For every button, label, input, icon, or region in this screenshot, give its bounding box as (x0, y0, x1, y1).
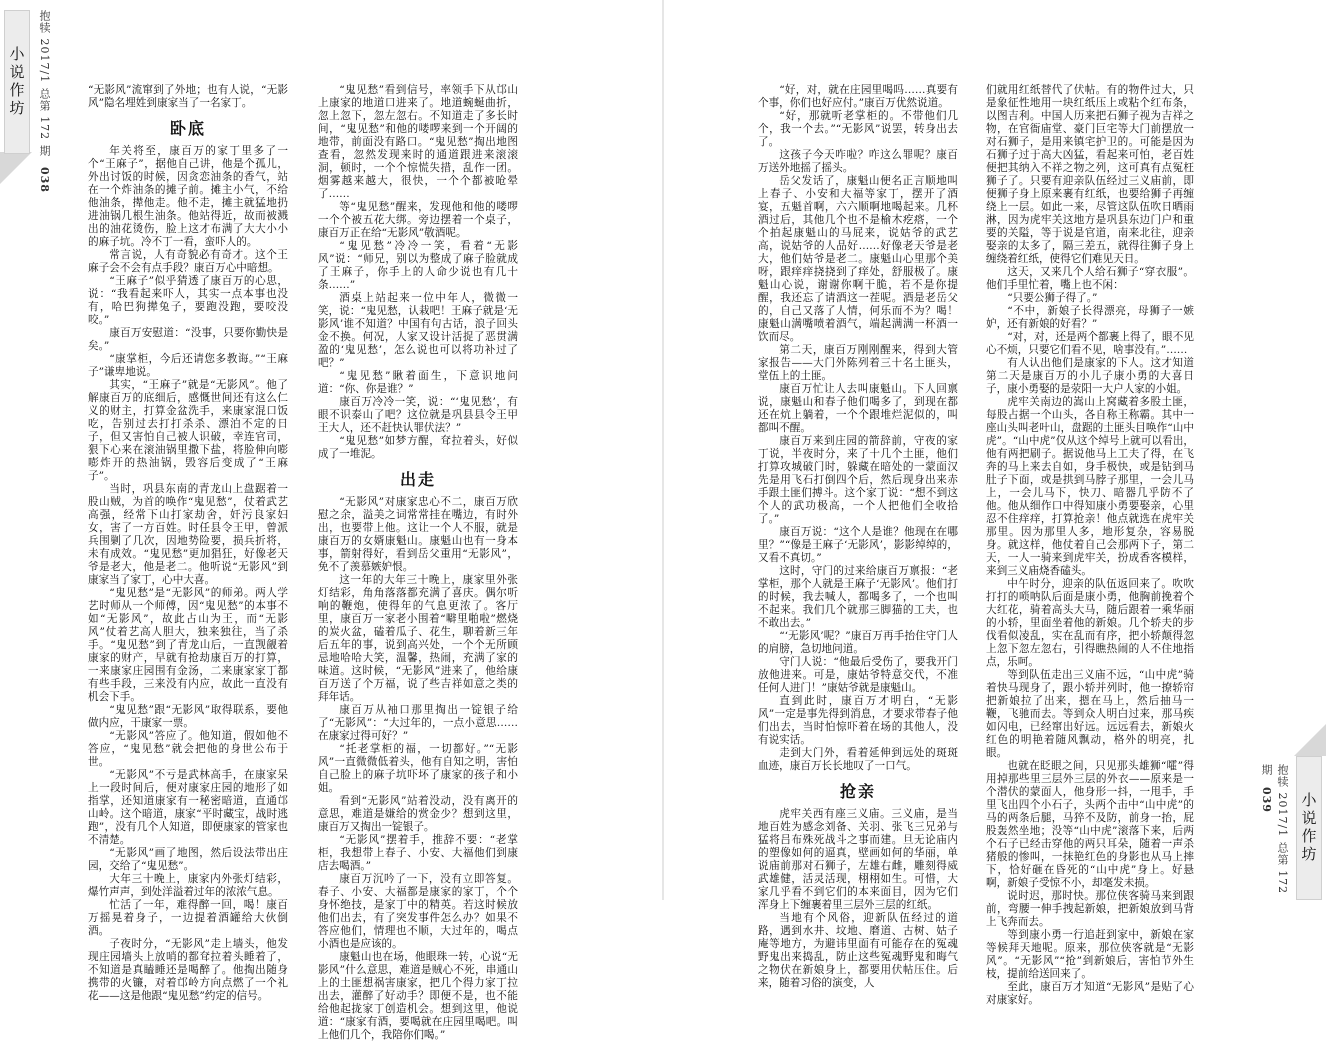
paragraph: 这一年的大年三十晚上，康家里外张灯结彩，角角落落都充满了喜庆。偶尔听响的鞭炮，使得年的气息更浓了。客厅里，康百万一家老小围着“噼里啪啦”燃烧的炭火盆，磕着瓜子、花生，聊着新三年后五年的事，说到高兴处，一个个无所顾忌地哈哈大笑，温馨，热闹，充满了家的味道。这时候，“无影风”进来了，他给康百万送了个万福，说了些吉祥如意之类的拜年话。 (318, 574, 518, 703)
paragraph: 中午时分，迎亲的队伍返回来了。吹吹打打的唢呐队后面是康小勇，他胸前挽着个大红花，骑着高头大马，随后跟着一乘华丽的小轿，里面坐着他的新娘。几个轿夫的步伐看似凌乱，实在乱而有序，把小轿颠得忽上忽下忽左忽右，引得瞧热闹的人不住地指点，乐呵。 (986, 578, 1194, 668)
paragraph: 直到此时，康百万才明白，“无影风”一定是事先得到消息，才要求带春子他们出去，当时怕惊吓着在场的其他人，没有说实话。 (758, 695, 958, 746)
text-column-4 (986, 84, 1194, 1006)
text-column-2 (318, 84, 518, 1041)
paragraph: 康魁山也在场，他眼珠一转，心说“无影风”什么意思，难道是贼心不死，串通山上的土匪想祸害康家，把几个得力家丁拉出去，灌醉了好动手？即便不是，也不能给他起拢家丁创造机会。想到这里，他说道：“康家有酒，要喝就在庄园里喝吧。叫上他们几个，我陪你们喝。” (318, 951, 518, 1041)
paragraph: “好，那就听老掌柜的。不带他们几个，我一个去。”“无影风”说罢，转身出去了。 (758, 110, 958, 148)
paragraph: 这天，又来几个人给石狮子“穿衣服”。他们手里忙着，嘴上也不闲： (986, 266, 1194, 291)
section-heading-wodi: 卧底 (169, 119, 206, 138)
paragraph: “无影风”对康家忠心不二，康百万欣慰之余，溢美之词常常挂在嘴边，有时外出，也要带上他。这让一个人不服，就是康百万的女婿康魁山。康魁山也有一身本事，箭射得好，看到岳父重用“无影风”，免不了羡慕嫉妒恨。 (318, 496, 518, 573)
paragraph: 走到大门外，看着延伸到远处的斑斑血迹，康百万长长地叹了一口气。 (758, 747, 958, 772)
paragraph: 岳父发话了，康魁山便名正言顺地叫上春子、小安和大福等家丁，摆开了酒宴，五魁首啊，六六顺啊地喝起来。几杯酒过后，其他几个也不是榆木疙瘩，一个个拍起康魁山的马屁来，说姑爷的武艺高，说姑爷的人品好……好像老天爷是老大，他们姑爷是老二。康魁山心里那个美呀，跟痒痒挠挠到了痒处，舒服极了。康魁山心说，谢谢你啊干脆，若不是你提醒，我还忘了请酒这一茬呢。酒是老岳父的，自己又落了人情，何乐而不为？喝！康魁山满嘴喷着酒气，端起满满一杯酒一饮而尽。 (758, 175, 958, 343)
paragraph: 康百万安慰道：“没事，只要你勤快是矣。” (88, 327, 288, 352)
paragraph: 有人认出他们是康家的下人。这才知道第二天是康百万的小儿子康小勇的大喜日子，康小勇娶的是荥阳一大户人家的小姐。 (986, 357, 1194, 395)
paragraph: 也就在眨眼之间，只见那头雄狮“嚯”得用掉那些里三层外三层的外衣——原来是一个潜伏的蒙面人，他身形一抖，一甩手，手里飞出四个小石子，头两个击中“山中虎”的马的两条后腿，马猝不及防，前身一抬，屁股轰然坐地；没等“山中虎”滚落下来，后两个石子已经击穿他的两只耳朵，随着一声杀猪般的惨叫，一抹艳红色的身影也从马上摔下，恰好砸在昏死的“山中虎”身上。好悬啊，新娘子受惊不小，却毫发未损。 (986, 760, 1194, 889)
right-section-label: 小说作坊 (1299, 792, 1318, 864)
paragraph: “对，对，还是两个都裹上得了，眼不见心不烦，只要它们看不见，啥事没有。”…… (986, 331, 1194, 356)
paragraph: 其实，“王麻子”就是“无影风”。他了解康百万的底细后，感慨世间还有这么仁义的财主，打算金盆洗手，来康家混口饭吃，告别过去打打杀杀、漂泊不定的日子，但又害怕自己被人识破，幸连官司，狠下心来在滚油锅里撒下盐，将脸伸向嘭嘭炸开的热油锅，毁容后变成了“王麻子”。 (88, 379, 288, 482)
paragraph: 康百万说：“这个人是谁？他现在在哪里？”“像是王麻子‘无影风’，影影绰绰的，又看不真切。” (758, 526, 958, 564)
paragraph: 康百万冷冷一笑，说：“‘鬼见愁’，有眼不识泰山了吧？这位就是巩县县令王甲王大人，还不赶快认罪伏法？” (318, 396, 518, 434)
paragraph: “鬼见愁”看到信号，率领手下从邙山上康家的地道口进来了。地道蜿蜒曲折，忽上忽下，忽左忽右。不知道走了多长时间，“鬼见愁”和他的喽啰来到一个开阔的地带，前面没有路口。“鬼见愁”掏出地图查看，忽然发现来时的通道跟进来滚滚洞，顿时，一个个惊慌失措，乱作一团。烟雾越来越大，很快，一个个都被呛晕了…… (318, 84, 518, 200)
left-page-corner (0, 152, 32, 184)
paragraph: 年关将至，康百万的家丁里多了一个“王麻子”，据他自己讲，他是个孤儿，外出讨饭的时候，因贪恋油条的香气，站在一个炸油条的摊子前。摊主小气，不给他油条，撵他走。他不走，摊主就猛地扔进油锅几根生油条。他站得近，故而被溅出的油花烫伤，脸上这才布满了大大小小的麻子坑。冷不丁一看，蛮吓人的。 (88, 145, 288, 248)
paragraph: “鬼见愁”如梦方醒，耷拉着头，好似成了一堆泥。 (318, 435, 518, 460)
paragraph: 等到康小勇一行追赶到家中，新娘在家等候拜天地呢。原来，那位侠客就是“无影风”。“无影风”“抢”到新娘后，害怕节外生枝，提前给送回来了。 (986, 929, 1194, 980)
paragraph: 等到队伍走出三义庙不远，“山中虎”骑着快马现身了，跟小轿并列时，他一撩轿帘把新娘拉了出来，摁在马上，然后抽马一鞭，飞驰而去。等到众人明白过来，那马疾如闪电，已经窜出好远。远远看去，新娘火红色的明艳着随风飘动，格外的明亮，扎眼。 (986, 669, 1194, 759)
paragraph: 看到“无影风”站着没动，没有离开的意思，难道是嫌给的赏金少？想到这里，康百万又掏出一锭银子。 (318, 795, 518, 833)
right-page-corner (1294, 724, 1326, 756)
section-heading-qiangqin: 抢亲 (839, 782, 876, 801)
left-section-label: 小说作坊 (7, 46, 26, 118)
page-gutter (662, 0, 664, 900)
left-page-number: 038 (38, 167, 51, 194)
paragraph: “无影风”答应了。他知道，假如他不答应，“鬼见愁”就会把他的身世公布于世。 (88, 730, 288, 768)
paragraph: 康百万来到庄园的箭辞前，守夜的家丁说，半夜时分，来了十几个土匪，他们打算攻城破门时，躲藏在暗处的一蒙面汉先是用飞石打倒四个后，然后现身出来赤手跟土匪们搏斗。这个家丁说：“想不到这个人的武功极高，一个人把他们全收拾了。” (758, 435, 958, 525)
paragraph: 等“鬼见愁”醒来，发现他和他的喽啰一个个被五花大绑。旁边摆着一个桌子，康百万正在给“无影风”敬酒呢。 (318, 201, 518, 239)
paragraph: 忙活了一年，难得醉一回，喝！康百万摇晃着身子，一边提着酒罐给大伙倒酒。 (88, 899, 288, 937)
paragraph: “鬼见愁”冷冷一笑，看着“无影风”说：“师兄，别以为整成了麻子脸就成了王麻子，你手上的人命少说也有几十条……” (318, 240, 518, 291)
paragraph: 康百万沉吟了一下，没有立即答复。春子、小安、大福都是康家的家丁，个个身怀绝技，是家丁中的精英。若这时候放他们出去，有了突发事件怎么办？如果不答应他们，情理也不顺，大过年的，喝点小酒也是应该的。 (318, 873, 518, 950)
paragraph: “鬼见愁”跟“无影风”取得联系，要他做内应，干康家一票。 (88, 704, 288, 729)
paragraph: 子夜时分，“无影风”走上墙头，他发现庄园墙头上放哨的都耷拉着头睡着了，不知道是真瞌睡还是喝醉了。他掏出随身携带的火镰，对着邙岭方向点燃了一个礼花——这是他跟“鬼见愁”约定的信号。 (88, 938, 288, 1002)
paragraph: 说时迟，那时快。那位侠客骑马来到跟前，弯腰一伸手拽起新娘，把新娘放到马背上飞奔而去。 (986, 890, 1194, 928)
paragraph: “王麻子”似乎猜透了康百万的心思，说：“我看起来吓人，其实一点本事也没有，哈巴狗撵兔子，要跑没跑，要咬没咬。” (88, 275, 288, 326)
paragraph: “托老掌柜的福，一切都好。”“无影风”一直微微低着头，他有自知之明，害怕自己脸上的麻子坑吓坏了康家的孩子和小姐。 (318, 743, 518, 794)
paragraph: “不中，新娘子长得漂亮，母狮子一嫉妒，还有新娘的好看？” (986, 305, 1194, 330)
right-page-number: 039 (1260, 786, 1273, 813)
paragraph: “只要公狮子得了。” (1007, 292, 1098, 304)
paragraph: 守门人说：“他最后受伤了，要我开门放他进来。可是，康姑爷特意交代，不准任何人进门！”康姑爷就是康魁山。 (758, 656, 958, 694)
paragraph: 大年三十晚上，康家内外张灯结彩，爆竹声声，到处洋溢着过年的浓浓气息。 (88, 873, 288, 898)
right-running-head-text: 抱犊 2017/1 总第 172 期 (1260, 764, 1289, 895)
paragraph: 康百万忙让人去叫康魁山。下人回禀说，康魁山和春子他们喝多了，到现在都还在炕上躺着，一个个跟堆烂泥似的，叫都叫不醒。 (758, 383, 958, 434)
paragraph: “‘无影风’呢？”康百万再手抬住守门人的肩膀，急切地问道。 (758, 630, 958, 655)
right-running-head (1258, 764, 1290, 900)
left-section-tab (4, 10, 30, 154)
left-running-head-text: 抱犊 2017/1 总第 172 期 (38, 10, 51, 157)
paragraph: “无影风”流窜到了外地；也有人说，“无影风”隐名埋姓到康家当了一名家丁。 (88, 84, 288, 109)
paragraph: 当地有个风俗，迎新队伍经过的道路，遇到水井、坟地、磨道、古树、姑子庵等地方，为避讳里面有可能存在的冤魂野鬼出来捣乱，防止这些冤魂野鬼和晦气之物伏在新娘身上，都要用伏帖压住。后来，随着习俗的演变，人 (758, 912, 958, 989)
paragraph: “鬼见愁”是“无影风”的师弟。两人学艺时师从一个师傅，因“鬼见愁”的本事不如“无影风”，故此占山为王，而“无影风”仗着艺高人胆大，独来独往，当了杀手。“鬼见愁”到了青龙山后，一直觊觎着康家的财产，早就有抢劫康百万的打算，一来康家庄园围有金汤，二来康家家丁都有些手段，三来没有内应，故此一直没有机会下手。 (88, 587, 288, 703)
paragraph: 当时，巩县东南的青龙山上盘踞着一股山贼，为首的唤作“鬼见愁”，仗着武艺高强，经常下山打家劫舍，奸污良家妇女，害了一方百姓。时任县令王甲，曾派兵围剿了几次，因地势险要，损兵折将，未有成效。“鬼见愁”更加猖狂，好像老天爷是老大，他是老二。他听说“无影风”到康家当了家丁，心中大喜。 (88, 483, 288, 586)
paragraph: 们就用红纸替代了伏帖。有的物件过大，只是象征性地用一块红纸压上或粘个红布条，以图吉利。中国人历来把石狮子视为吉祥之物，在官衙庙堂、豪门巨宅等大门前摆放一对石狮子，是用来镇宅护卫的。可能是因为石狮子过于高大凶猛，看起来可怕，老百姓便把其纳入不祥之物之列，这可真有点冤枉狮子了。只要有迎亲队伍经过三义庙前，即便狮子身上原来裹有红纸，也要给狮子再缠绕上一层。如此一来，尽管这队伍吹日晒雨淋，因为虎牢关这地方是巩县东边门户和重要的关隘，等于说是官道，南来北往，迎亲娶亲的太多了，隔三差五，就得往狮子身上缠绕着红纸，使得它们难见天日。 (986, 84, 1194, 265)
text-column-1 (88, 84, 288, 1002)
paragraph: 常言说，人有奇貌必有奇才。这个王麻子会不会有点手段？康百万心中暗想。 (88, 249, 288, 274)
paragraph: “鬼见愁”瞅着面生，下意识地问道：“你、你是谁？” (318, 370, 518, 395)
paragraph: “好，对，就在庄园里喝吗……真要有个事，你们也好应付。”康百万优然说道。 (758, 84, 958, 109)
paragraph: 这孩子今天咋啦？咋这么罪呢？康百万送外地摇了摇头。 (758, 149, 958, 174)
paragraph: 至此，康百万才知道“无影风”是贴了心对康家好。 (986, 981, 1194, 1006)
paragraph: “无影风”画了地图，然后设法带出庄园，交给了“鬼见愁”。 (88, 847, 288, 872)
paragraph: 酒桌上站起来一位中年人，微微一笑，说：“鬼见愁，认栽吧！王麻子就是‘无影风’谁不知道？中国有句古话，浪子回头金不换。何况，人家又设计活捉了恶贯满盈的‘鬼见愁’，怎么说也可以将功补过了吧？” (318, 292, 518, 369)
section-heading-chuzou: 出走 (399, 470, 436, 489)
paragraph: 虎牢关南边的嵩山上窝藏着多股土匪，每股占据一个山头，各自称王称霸。其中一座山头叫老叶山，盘踞的土匪头目唤作“山中虎”。“山中虎”仅从这个绰号上就可以看出，他有两把刷子。据说他马上工夫了得，在飞奔的马上来去自如，身手极快，或是钻到马肚子下面，或是拱到马脖子那里，一会儿马上，一会儿马下，快刀、暗器几乎防不了他。他从细作口中得知康小勇要娶亲，心里忍不住痒痒，打算抢亲！他点就选在虎牢关那里。因为那里人多，地形复杂，容易脱身。就这样，他仗着自己会那两下子，第二天，一人一骑来到虎牢关，扮成香客模样，来到三义庙烧香磕头。 (986, 396, 1194, 577)
paragraph: 第二天，康百万刚刚醒来，得到大管家报告——大门外陈列着三十名土匪头，堂伍上的土匪。 (758, 344, 958, 382)
paragraph: “康掌柜，今后还请您多教诲。”“王麻子”谦卑地说。 (88, 353, 288, 378)
text-column-3 (758, 84, 958, 989)
paragraph: 这时，守门的过来给康百万禀报：“老掌柜，那个人就是王麻子‘无影风’。他们打的时候，我去喊人，都喝多了，一个也叫不起来。我们几个就那三脚猫的工夫，也不敢出去。” (758, 565, 958, 629)
paragraph: 虎牢关西有座三义庙。三义庙，是当地百姓为感念刘备、关羽、张飞三兄弟与猛将吕布殊死战斗之事而建。旦无论庙内的塑像如何的逼真，壁画如何的华丽，单说庙前那对石狮子，左雄右雌，雕刻得威武雄健，活灵活现，栩栩如生。可惜，大家几乎看不到它们的本来面目，因为它们浑身上下缠裹着里三层外三层的红纸。 (758, 808, 958, 911)
left-running-head (36, 10, 52, 193)
paragraph: 康百万从袖口那里掏出一锭银子给了“无影风”：“大过年的，一点小意思……在康家过得可好？” (318, 704, 518, 742)
paragraph: “无影风”不亏是武林高手，在康家呆上一段时间后，便对康家庄园的地形了如指掌，还知道康家有一秘密暗道，直通邙山岭。这个暗道，康家“平时藏宝，战时逃跑”，没有几个人知道，即便康家的管家也不清楚。 (88, 769, 288, 846)
right-section-tab (1296, 756, 1322, 900)
paragraph: “无影风”摆着手，推辞不要：“老掌柜，我想带上春子、小安、大福他们到康店去喝酒。” (318, 834, 518, 872)
